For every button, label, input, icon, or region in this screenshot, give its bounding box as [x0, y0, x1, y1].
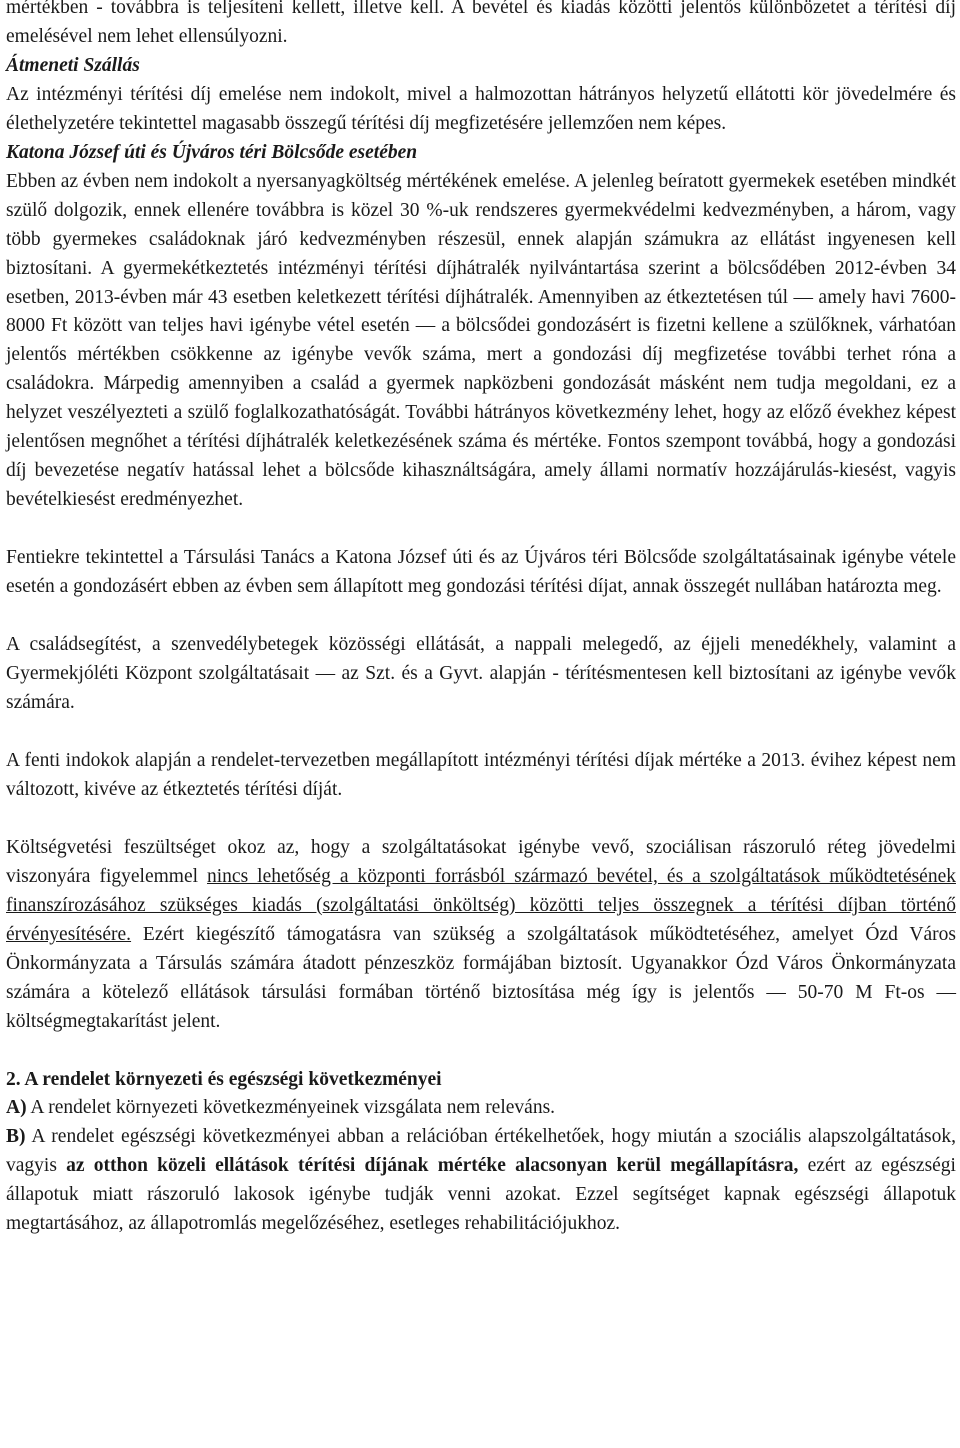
rendelet-tervezet-paragraph: A fenti indokok alapján a rendelet-tervezetben megállapított intézményi térítési díjak mértéke a 2013. évihez képest nem változott, kivéve az étkeztetés térítési díját.: [6, 749, 956, 800]
section-2-item-b: [6, 1123, 956, 1239]
item-b-label: B): [6, 1126, 26, 1148]
koltsegvetes-underlined-text: nincs lehetőség a központi forrásból származó bevétel, és a szolgáltatások működtetésének finanszírozásához szükséges kiadás (szolgáltatási önköltség) közötti teljes összegnek a térítési díjban történő érvényesítésére.: [6, 865, 956, 945]
item-b-text-after: ezért az egészségi állapotuk miatt rászoruló lakosok igénybe tudják venni azokat. Ezzel segítséget kapnak egészségi állapotuk megtartásához, az állapotromlás megelőzéséhez, esetleges rehabilitációjukhoz.: [6, 1155, 956, 1235]
csaladsegites-paragraph: A családsegítést, a szenvedélybetegek közösségi ellátását, a nappali melegedő, az éjjeli menedékhely, valamint a Gyermekjóléti Központ szolgáltatásait — az Szt. és a Gyvt. alapján - térítésmentesen kell biztosítani az igénybe vevők számára.: [6, 634, 956, 713]
bolcsode-paragraph: Ebben az évben nem indokolt a nyersanyagköltség mértékének emelése. A jelenleg beíratott gyermekek esetében mindkét szülő dolgozik, ennek ellenére továbbra is közel 30 %-uk rendszeres gyermekvédelmi kedvezményben, a három, vagy több gyermekes családoknak járó kedvezményben részesül, ennek alapján számukra az ellátást ingyenesen kell biztosítani. A gyermekétkeztetés intézményi térítési díjhátralék nyilvántartása szerint a bölcsődében 2012-évben 34 esetben, 2013-évben már 43 esetben keletkezett térítési díjhátralék. Amennyiben az étkeztetésen túl — amely havi 7600-8000 Ft között van teljes havi igénybe vétel esetén — a bölcsődei gondozásért is fizetni kellene a szülőknek, várhatóan jelentős mértékben csökkenne az igénybe vevők száma, mert a gondozási díj megfizetése további terhet róna a családokra. Márpedig amennyiben a család a gyermek napközbeni gondozását másként nem tudja megoldani, ez a helyzet veszélyezteti a szülő foglalkozathatóságát. További hátrányos következmény lehet, hogy az előző évekhez képest jelentősen megnőhet a térítési díjhátralék keletkezésének száma és mértéke. Fontos szempont továbbá, hogy a gondozási díj bevezetése negatív hatással lehet a bölcsőde kihasználtságára, amely állami normatív hozzájárulás-kiesést, vagyis bevételkiesést eredményezhet.: [6, 170, 956, 511]
paragraph-gap: [6, 515, 956, 544]
paragraph-gap: [6, 1037, 956, 1066]
section-2-heading: 2. A rendelet környezeti és egészségi következményei: [6, 1068, 442, 1090]
tarsulasi-tanacs-paragraph: Fentiekre tekintettel a Társulási Tanács a Katona József úti és az Újváros téri Bölcsőde szolgáltatásainak igénybe vétele esetén a gondozásért ebben az évben sem állapított meg gondozási térítési díjat, annak összegét nullában határozta meg.: [6, 547, 956, 598]
item-b-text-before: A rendelet egészségi következményei abban a relációban értékelhetőek, hogy miután a szociális alapszolgáltatások, vagyis: [6, 1126, 956, 1177]
bolcsode-heading: Katona József úti és Újváros téri Bölcsőde esetében: [6, 141, 418, 163]
paragraph-gap: [6, 602, 956, 631]
atmeneti-szallas-paragraph: Az intézményi térítési díj emelése nem indokolt, mivel a halmozottan hátrányos helyzetű ellátotti kör jövedelmére és élethelyzetére tekintettel magasabb összegű térítési díj megfizetésére jellemzően nem képes.: [6, 83, 956, 134]
koltsegvetes-text-before: Költségvetési feszültséget okoz az, hogy a szolgáltatásokat igénybe vevő, szociálisan rászoruló réteg jövedelmi viszonyára figyelemmel: [6, 836, 956, 887]
document-page: [6, 0, 956, 1239]
koltsegvetes-text-after: Ezért kiegészítő támogatásra van szükség a szolgáltatások működtetéséhez, amelyet Ózd Város Önkormányzata a Társulás számára átadott pénzeszköz formájában biztosít. Ugyanakkor Ózd Város Önkormányzata számára a kötelező ellátások társulási formában történő biztosítása még így is jelentős — 50-70 M Ft-os — költségmegtakarítást jelent.: [6, 923, 956, 1032]
section-2-item-a: [6, 1094, 956, 1123]
item-b-bold-text: az otthon közeli ellátások térítési díjának mértéke alacsonyan kerül megállapításra,: [66, 1155, 799, 1177]
item-a-label: A): [6, 1097, 27, 1119]
atmeneti-szallas-heading: Átmeneti Szállás: [6, 54, 140, 76]
intro-paragraph: mértékben - továbbra is teljesíteni kellett, illetve kell. A bevétel és kiadás közötti jelentős különbözetet a térítési díj emelésével nem lehet ellensúlyozni.: [6, 0, 956, 47]
paragraph-gap: [6, 805, 956, 834]
paragraph-gap: [6, 718, 956, 747]
koltsegvetes-paragraph: [6, 834, 956, 1037]
item-a-text: A rendelet környezeti következményeinek vizsgálata nem releváns.: [26, 1097, 556, 1119]
